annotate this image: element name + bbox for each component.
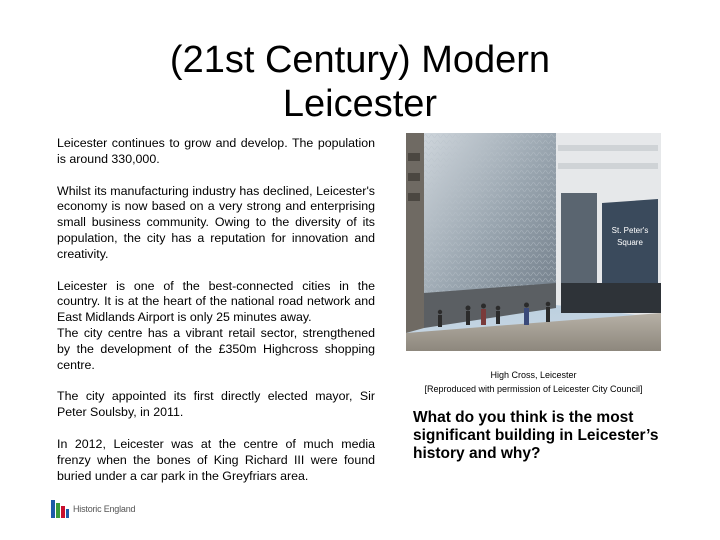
historic-england-emblem-icon [50, 499, 70, 519]
sign-text-2: Square [617, 238, 643, 247]
paragraph-economy: Whilst its manufacturing industry has declined, Leicester's economy is now based on a very strong and enterprising small business community. Owing to the diversity of its population, the city has a reputation for innovation and creativity. [57, 183, 375, 261]
body-text [57, 136, 375, 500]
sign-text-1: St. Peter's [611, 226, 649, 235]
paragraph-connections: Leicester is one of the best-connected cities in the country. It is at the heart of the national road network and East Midlands Airport is only 25 minutes away. [57, 278, 375, 325]
photo-illustration [406, 133, 661, 351]
high-cross-photo [406, 133, 661, 351]
caption-credit: [Reproduced with permission of Leicester City Council] [424, 384, 643, 394]
paragraph-retail: The city centre has a vibrant retail sector, strengthened by the development of the £350m Highcross shopping centre. [57, 325, 375, 372]
historic-england-logo [50, 499, 135, 519]
title-line-1: (21st Century) Modern [169, 39, 551, 81]
logo-text: Historic England [73, 504, 136, 514]
paragraph-population: Leicester continues to grow and develop. The population is around 330,000. [57, 136, 375, 166]
paragraph-richard-iii: In 2012, Leicester was at the centre of much media frenzy when the bones of King Richard III were found buried under a car park in the Greyfriars area. [57, 436, 375, 483]
caption-title: High Cross, Leicester [490, 370, 577, 380]
paragraph-mayor: The city appointed its first directly elected mayor, Sir Peter Soulsby, in 2011. [57, 389, 375, 420]
photo-caption [406, 368, 661, 396]
discussion-question: What do you think is the most significant building in Leicester’s history and why? [413, 409, 659, 462]
title-line-2: Leicester [282, 83, 438, 125]
slide-title [60, 38, 660, 126]
